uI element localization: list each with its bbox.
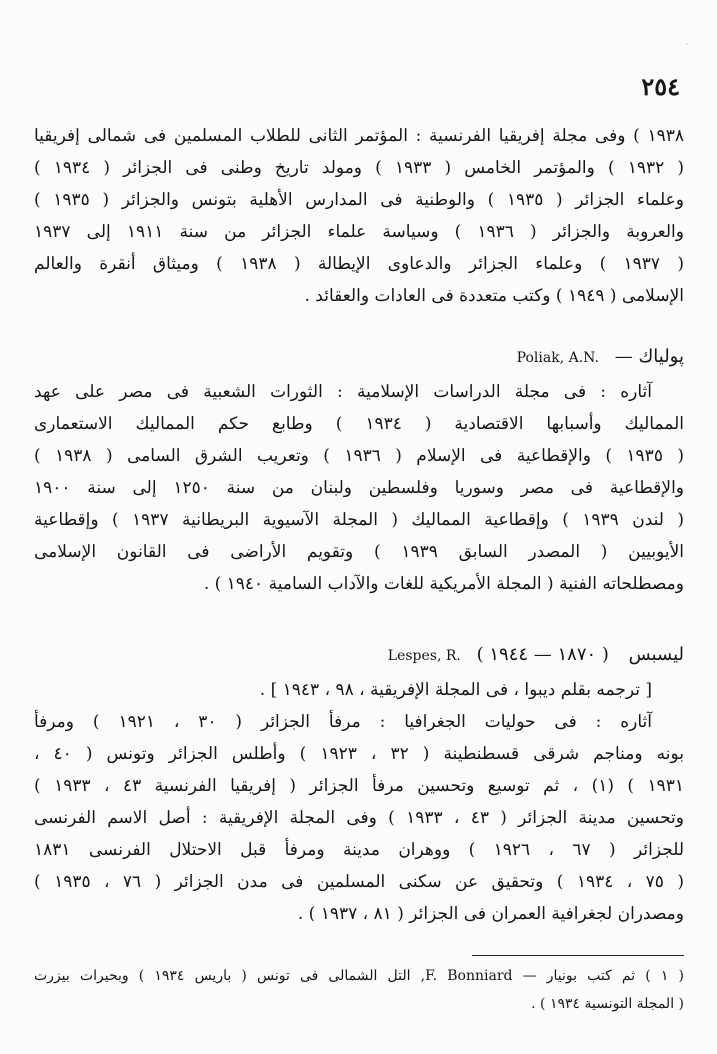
text-line: ( لندن ١٩٣٩ ) وإقطاعية المماليك ( المجلة الآسيوية البريطانية ١٩٣٧ ) وإقطاعية (34, 510, 684, 530)
text-line: وعلماء الجزائر ( ١٩٣٥ ) والوطنية فى المدارس الأهلية بتونس والجزائر ( ١٩٣٥ ) (34, 190, 684, 210)
entry-arabic-name: ليسبس (628, 644, 684, 665)
text-line: بونه ومناجم شرقى قسطنطينة ( ٣٢ ، ١٩٢٣ ) وأطلس الجزائر وتونس ( ٤٠ ، (34, 744, 684, 764)
entry-lespes (34, 674, 684, 930)
entry-latin-name: Lespes, R. (387, 648, 461, 664)
text-line: ( ١٩٣٢ ) والمؤتمر الخامس ( ١٩٣٣ ) ومولد تاريخ وطنى فى الجزائر ( ١٩٣٤ ) (34, 158, 684, 178)
text-line: الإسلامى ( ١٩٤٩ ) وكتب متعددة فى العادات والعقائد . (304, 286, 684, 306)
text-line: والعروبة والجزائر ( ١٩٣٦ ) وسياسة علماء الجزائر من سنة ١٩١١ إلى ١٩٣٧ (34, 222, 684, 242)
entry-dates: ( ١٨٧٠ — ١٩٤٤ ) (476, 644, 609, 665)
footnote (34, 962, 684, 1018)
text-line: ( ٧٥ ، ١٩٣٤ ) وتحقيق عن سكنى المسلمين فى مدن الجزائر ( ٧٦ ، ١٩٣٥ ) (34, 872, 684, 892)
entry-continuation (34, 120, 684, 312)
footnote-divider (472, 955, 684, 956)
entry-latin-name: Poliak, A.N. (516, 350, 599, 366)
text-line: المماليك وأسبابها الاقتصادية ( ١٩٣٤ ) وطابع حكم المماليك الاستعمارى (34, 414, 684, 434)
entry-heading-poliak (517, 342, 684, 372)
text-line: ١٩٣٨ ) وفى مجلة إفريقيا الفرنسية : المؤتمر الثانى للطلاب المسلمين فى شمالى إفريقيا (34, 126, 684, 146)
footnote-line: ( المجلة التونسية ١٩٣٤ ) . (531, 996, 684, 1012)
text-line: ( ١٩٣٧ ) وعلماء الجزائر والدعاوى الإيطالة ( ١٩٣٨ ) وميثاق أنقرة والعالم (34, 254, 684, 274)
footnote-line: ( ١ ) ثم كتب بونيار — F. Bonniard, التل الشمالى فى تونس ( باريس ١٩٣٤ ) وبحيرات بيزرت (34, 968, 684, 984)
corner-mark: ˋ (685, 44, 690, 54)
entry-heading-lespes (388, 640, 684, 670)
entry-poliak (34, 376, 684, 600)
text-line: ومصطلحاته الفنية ( المجلة الأمريكية للغات والآداب السامية ١٩٤٠ ) . (203, 574, 684, 594)
page-number: ٢٥٤ (641, 72, 680, 101)
text-line: آثاره : فى مجلة الدراسات الإسلامية : الثورات الشعبية فى مصر على عهد (34, 382, 652, 402)
text-line: الأيوبيين ( المصدر السابق ١٩٣٩ ) وتقويم الأراضى فى القانون الإسلامى (34, 542, 684, 562)
text-line: وتحسين مدينة الجزائر ( ٤٣ ، ١٩٣٣ ) وفى المجلة الإفريقية : أصل الاسم الفرنسى (34, 808, 684, 828)
text-line: للجزائر ( ٦٧ ، ١٩٢٦ ) ووهران مدينة ومرفأ قبل الاحتلال الفرنسى ١٨٣١ (34, 840, 684, 860)
text-line: ( ١٩٣٥ ) والإقطاعية فى الإسلام ( ١٩٣٦ ) وتعريب الشرق السامى ( ١٩٣٨ ) (34, 446, 684, 466)
text-line: والإقطاعية فى مصر وسوريا وفلسطين ولبنان من سنة ١٢٥٠ إلى سنة ١٩٠٠ (34, 478, 684, 498)
text-line: ومصدران لجغرافية العمران فى الجزائر ( ٨١ ، ١٩٣٧ ) . (297, 904, 684, 924)
entry-arabic-name: پولياك — (614, 346, 684, 367)
text-line: ١٩٣١ ) (١) ، ثم توسيع وتحسين مرفأ الجزائر ( إفريقيا الفرنسية ٤٣ ، ١٩٣٣ ) (34, 776, 684, 796)
text-line: [ ترجمه بقلم ديبوا ، فى المجلة الإفريقية ، ٩٨ ، ١٩٤٣ ] . (259, 680, 652, 700)
text-line: آثاره : فى حوليات الجغرافيا : مرفأ الجزائر ( ٣٠ ، ١٩٢١ ) ومرفأ (34, 712, 652, 732)
